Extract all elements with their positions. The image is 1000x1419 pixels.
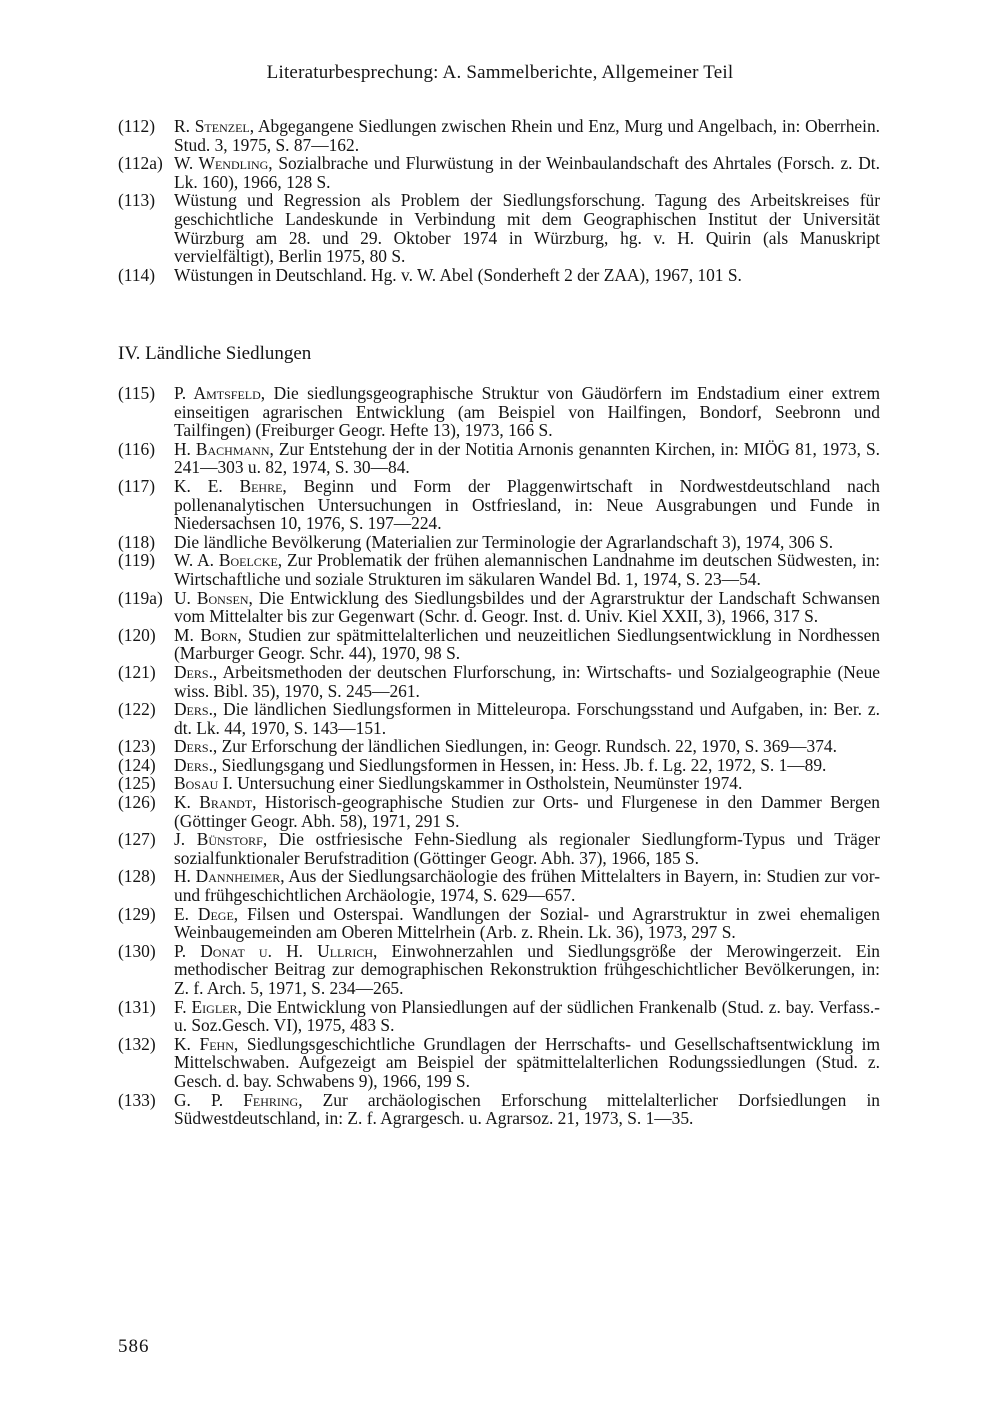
bibliography-entry	[118, 774, 880, 793]
bibliography-entry	[118, 117, 880, 154]
bibliography-entry	[118, 867, 880, 904]
entry-text: Wüstung und Regression als Problem der Siedlungsforschung. Tagung des Arbeitskreises für geschichtliche Landeskunde in Verbindung mit dem Geographischen Institut der Universität Würzburg am 28. und 29. Oktober 1974 in Würzburg, hg. v. H. Quirin (als Manuskript vervielfältigt), Berlin 1975, 80 S.	[174, 190, 880, 267]
entry-number: (122)	[118, 699, 156, 720]
bibliography-entry	[118, 440, 880, 477]
entry-number: (117)	[118, 475, 156, 496]
entry-text: , Arbeitsmethoden der deutschen Flurforschung, in: Wirtschafts- und Sozialgeographie (Neue wiss. Bibl. 35), 1970, S. 245—261.	[174, 661, 880, 701]
entry-number: (112a)	[118, 153, 163, 174]
entry-author: Bosau	[174, 773, 219, 794]
entry-author: U. Bonsen	[174, 587, 249, 608]
entry-author: Ders.	[174, 661, 213, 682]
bibliography-entry	[118, 998, 880, 1035]
entry-number: (113)	[118, 190, 156, 211]
entry-text: , Die Entwicklung von Plansiedlungen auf der südlichen Frankenalb (Stud. z. bay. Verfass.- u. Soz.Gesch. VI), 1975, 483 S.	[174, 996, 880, 1036]
bibliography-entry	[118, 384, 880, 440]
entry-text: , Die ostfriesische Fehn-Siedlung als regionaler Siedlungform-Typus und Träger sozialfunktionaler Berufstradition (Göttinger Geogr. Abh. 37), 1966, 185 S.	[174, 829, 880, 868]
entry-text: , Zur Problematik der frühen alemannischen Landnahme im deutschen Südwesten, in: Wirtschaftliche und soziale Strukturen im säkularen Wandel Bd. 1, 1974, S. 23—54.	[174, 550, 880, 589]
entry-author: W. A. Boelcke	[174, 550, 278, 571]
page-number: 586	[118, 1336, 150, 1357]
entry-number: (132)	[118, 1033, 156, 1054]
bibliography-entry	[118, 905, 880, 942]
entry-text: , Die ländlichen Siedlungsformen in Mitteleuropa. Forschungsstand und Aufgaben, in: Ber. z. dt. Lk. 44, 1970, S. 143—151.	[174, 699, 880, 738]
entry-author: P. Donat u. H. Ullrich	[174, 940, 374, 961]
bibliography-entry	[118, 191, 880, 265]
entry-number: (120)	[118, 624, 156, 645]
bibliography-entry	[118, 1035, 880, 1091]
entry-number: (128)	[118, 866, 156, 887]
entry-text: , Die siedlungsgeographische Struktur von Gäudörfern im Endstadium einer extrem einseitigen agrarischen Entwicklung (am Beispiel von Hailfingen, Bondorf, Seebronn und Tailfingen) (Freiburger Geogr. Hefte 13), 1973, 166 S.	[174, 383, 880, 441]
bibliography-list-upper	[118, 117, 880, 284]
entry-number: (112)	[118, 116, 156, 136]
entry-author: P. Amtsfeld	[174, 383, 261, 403]
bibliography-entry	[118, 700, 880, 737]
entry-author: Ders.	[174, 699, 213, 720]
bibliography-entry	[118, 830, 880, 867]
entry-text: , Abgegangene Siedlungen zwischen Rhein und Enz, Murg und Angelbach, in: Oberrhein. Stud. 3, 1975, S. 87—162.	[174, 116, 880, 155]
entry-author: H. Bachmann	[174, 438, 270, 459]
entry-text: I. Untersuchung einer Siedlungskammer in Ostholstein, Neumünster 1974.	[218, 773, 743, 794]
bibliography-entry	[118, 266, 880, 285]
entry-text: , Aus der Siedlungsarchäologie des frühen Mittelalters in Bayern, in: Studien zur vor- und frühgeschichtlichen Archäologie, 1974, S. 629—657.	[174, 866, 880, 906]
entry-text: , Die Entwicklung des Siedlungsbildes und der Agrarstruktur der Landschaft Schwansen vom Mittelalter bis zur Gegenwart (Schr. d. Geogr. Inst. d. Univ. Kiel XXII, 3), 1966, 317 S.	[174, 587, 880, 627]
entry-number: (124)	[118, 754, 156, 775]
entry-text: , Beginn und Form der Plaggenwirtschaft in Nordwestdeutschland nach pollenanalytischen Untersuchungen in Ostfriesland, in: Neue Ausgrabungen und Funde in Niedersachsen 10, 1976, S. 197—224.	[174, 475, 880, 534]
entry-number: (126)	[118, 792, 156, 813]
entry-text: , Zur Entstehung der in der Notitia Arnonis genannten Kirchen, in: MIÖG 81, 1973, S. 241—303 u. 82, 1974, S. 30—84.	[174, 438, 881, 478]
entry-number: (115)	[118, 383, 156, 403]
entry-text: , Zur Erforschung der ländlichen Siedlungen, in: Geogr. Rundsch. 22, 1970, S. 369—374.	[212, 736, 837, 757]
entry-author: J. Bünstorf	[174, 829, 263, 850]
entry-text: , Filsen und Osterspai. Wandlungen der Sozial- und Agrarstruktur in zwei ehemaligen Weinbaugemeinden am Oberen Mittelrhein (Arb. z. Rhein. Lk. 36), 1973, 297 S.	[174, 903, 880, 943]
bibliography-entry	[118, 663, 880, 700]
entry-author: E. Dege	[174, 903, 234, 924]
entry-text: , Historisch-geographische Studien zur Orts- und Flurgenese in den Dammer Bergen (Göttinger Geogr. Abh. 58), 1971, 291 S.	[174, 792, 881, 831]
entry-number: (125)	[118, 773, 156, 794]
entry-number: (119)	[118, 550, 156, 571]
section-heading: IV. Ländliche Siedlungen	[118, 343, 312, 364]
entry-author: Ders.	[174, 736, 213, 757]
entry-number: (121)	[118, 661, 156, 682]
entry-author: K. Brandt	[174, 792, 253, 813]
bibliography-entry	[118, 533, 880, 552]
bibliography-entry	[118, 737, 880, 756]
entry-text: , Zur archäologischen Erforschung mittelalterlicher Dorfsiedlungen in Südwestdeutschland, in: Z. f. Agrargesch. u. Agrarsoz. 21, 1973, S. 1—35.	[174, 1089, 880, 1129]
entry-author: F. Eigler	[174, 996, 238, 1017]
bibliography-entry	[118, 1091, 880, 1128]
bibliography-entry	[118, 756, 880, 775]
entry-text: , Siedlungsgeschichtliche Grundlagen der Herrschafts- und Gesellschaftsentwicklung im Mittelschwaben. Aufgezeigt am Beispiel der spätmittelalterlichen Rodungssiedlungen (Stud. z. Gesch. d. bay. Schwabens 9), 1966, 199 S.	[174, 1033, 881, 1091]
bibliography-entry	[118, 626, 880, 663]
entry-text: , Einwohnerzahlen und Siedlungsgröße der Merowingerzeit. Ein methodischer Beitrag zur demographischen Rekonstruktion frühgeschichtlicher Bevölkerungen, in: Z. f. Arch. 5, 1971, S. 234—265.	[174, 940, 880, 998]
entry-number: (123)	[118, 736, 156, 757]
entry-number: (114)	[118, 264, 156, 285]
entry-number: (118)	[118, 531, 156, 552]
entry-author: R. Stenzel	[174, 116, 250, 136]
entry-author: H. Dannheimer	[174, 866, 281, 887]
bibliography-entry	[118, 551, 880, 588]
entry-author: M. Born	[174, 624, 238, 645]
entry-number: (116)	[118, 438, 156, 459]
running-head: Literaturbesprechung: A. Sammelberichte, Allgemeiner Teil	[266, 62, 734, 83]
bibliography-entry	[118, 154, 880, 191]
bibliography-entry	[118, 477, 880, 533]
entry-author: W. Wendling	[174, 153, 269, 174]
entry-author: K. Fehn	[174, 1033, 234, 1054]
entry-text: Die ländliche Bevölkerung (Materialien zur Terminologie der Agrarlandschaft 3), 1974, 306 S.	[174, 531, 834, 552]
entry-number: (130)	[118, 940, 156, 961]
bibliography-list-lower	[118, 384, 880, 1128]
bibliography-entry	[118, 793, 880, 830]
entry-author: Ders.	[174, 754, 213, 775]
entry-text: Wüstungen in Deutschland. Hg. v. W. Abel (Sonderheft 2 der ZAA), 1967, 101 S.	[174, 264, 742, 285]
entry-number: (127)	[118, 829, 156, 850]
entry-number: (119a)	[118, 587, 163, 608]
entry-author: G. P. Fehring	[174, 1089, 299, 1110]
entry-text: , Sozialbrache und Flurwüstung in der Weinbaulandschaft des Ahrtales (Forsch. z. Dt. Lk. 160), 1966, 128 S.	[174, 153, 880, 192]
bibliography-entry	[118, 589, 880, 626]
entry-text: , Studien zur spätmittelalterlichen und neuzeitlichen Siedlungsentwicklung in Nordhessen (Marburger Geogr. Schr. 44), 1970, 98 S.	[174, 624, 881, 664]
entry-number: (129)	[118, 903, 156, 924]
entry-number: (131)	[118, 996, 156, 1017]
bibliography-entry	[118, 942, 880, 998]
entry-number: (133)	[118, 1089, 156, 1110]
entry-author: K. E. Behre	[174, 475, 283, 496]
entry-text: , Siedlungsgang und Siedlungsformen in Hessen, in: Hess. Jb. f. Lg. 22, 1972, S. 1—89.	[212, 754, 827, 775]
